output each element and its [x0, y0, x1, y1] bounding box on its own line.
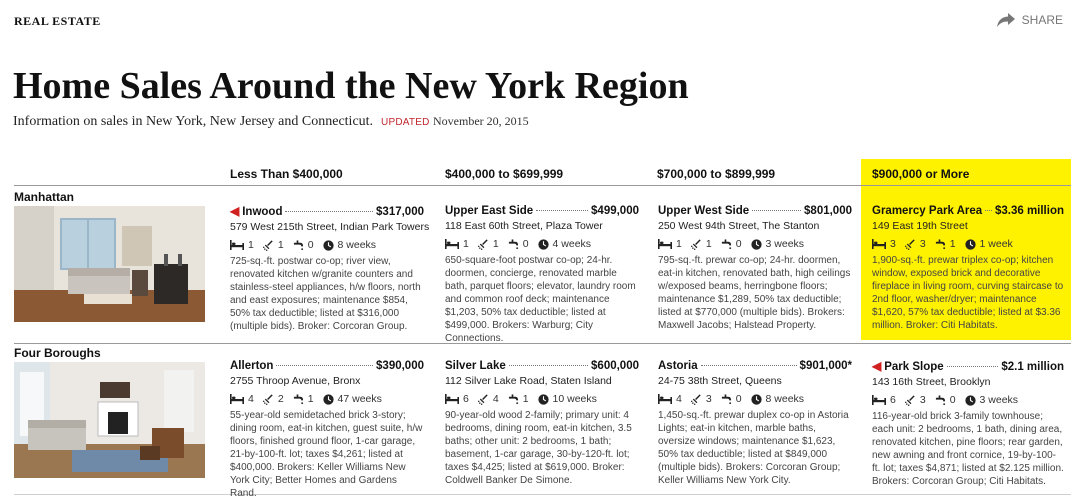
half-bath-count: 0	[522, 237, 529, 250]
listing-price: $801,000	[804, 205, 852, 217]
weeks-on-market: 3 weeks	[765, 237, 805, 250]
shower-icon	[905, 395, 916, 406]
column-header-700k-900k: $700,000 to $899,999	[657, 167, 776, 181]
arrow-left-icon: ◀	[230, 204, 240, 218]
leader-dots	[276, 365, 373, 366]
faucet-icon	[293, 394, 304, 405]
shower-icon	[263, 394, 274, 405]
listing-description: 650-square-foot postwar co-op; 24-hr. doormen, concierge, renovated marble bath, parquet floors; elevator, laundry room and common roof deck; maintenance $1,203, 50% tax deductible; listed at $499,000. Brokers: Warburg; City Connections.	[445, 255, 636, 344]
faucet-icon	[721, 239, 732, 250]
listing-address: 149 East 19th Street	[872, 220, 968, 232]
bed-icon	[230, 394, 244, 404]
faucet-icon	[508, 394, 519, 405]
listing-stats	[658, 238, 852, 250]
bedroom-count: 1	[463, 237, 469, 250]
bedroom-count: 3	[890, 237, 896, 250]
page-title: Home Sales Around the New York Region	[13, 65, 689, 107]
listing-description: 116-year-old brick 3-family townhouse; each unit: 2 bedrooms, 1 bath, dining area, renovated kitchen, pine floors; rear garden, new awning and front cornice, 19-by-100-ft. lot; taxes $4,871; listed at $2.125 million. Brokers: Corcoran Group; Citi Habitats.	[872, 411, 1064, 487]
column-header-900k-plus: $900,000 or More	[872, 167, 970, 181]
subheadline	[13, 114, 529, 130]
leader-dots	[752, 210, 801, 211]
leader-dots	[509, 365, 588, 366]
shower-icon	[691, 239, 702, 250]
region-label-manhattan: Manhattan	[14, 190, 74, 204]
faucet-icon	[293, 240, 304, 251]
weeks-on-market: 1 week	[979, 237, 1013, 250]
share-label: SHARE	[1021, 13, 1063, 27]
faucet-icon	[935, 395, 946, 406]
listing-card[interactable]	[445, 359, 639, 487]
weeks-on-market: 47 weeks	[337, 392, 382, 405]
listing-description: 55-year-old semidetached brick 3-story; dining room, eat-in kitchen, guest suite, h/w floors, finished ground floor, 1-car garage, 21-by-100-ft. lot; taxes $4,261; listed at $400,000. Brokers: Keller Williams New York City; Better Homes and Gardens Rand.	[230, 410, 423, 499]
faucet-icon	[721, 394, 732, 405]
half-bath-count: 0	[949, 393, 956, 406]
clock-icon	[965, 395, 976, 406]
bed-icon	[445, 394, 459, 404]
leader-dots	[285, 211, 373, 212]
bed-icon	[872, 395, 886, 405]
listing-name[interactable]: Upper East Side	[445, 205, 534, 217]
listing-price: $317,000	[376, 206, 424, 218]
shower-icon	[478, 239, 489, 250]
bed-icon	[872, 239, 886, 249]
bedroom-count: 4	[248, 392, 254, 405]
bath-count: 1	[277, 238, 284, 251]
listing-name[interactable]: Gramercy Park Area	[872, 205, 983, 217]
column-header-400k-700k: $400,000 to $699,999	[445, 167, 564, 181]
listing-price: $600,000	[591, 360, 639, 372]
faucet-icon	[935, 239, 946, 250]
listing-name[interactable]: Silver Lake	[445, 360, 506, 372]
listing-address: 24-75 38th Street, Queens	[658, 375, 782, 387]
listing-name[interactable]: Allerton	[230, 360, 274, 372]
listing-price: $2.1 million	[1001, 361, 1064, 373]
listing-stats	[230, 393, 424, 405]
leader-dots	[947, 366, 999, 367]
listing-name[interactable]: Park Slope	[884, 361, 944, 373]
column-header-under-400k: Less Than $400,000	[230, 167, 343, 181]
faucet-icon	[508, 239, 519, 250]
bed-icon	[658, 394, 672, 404]
listing-price: $3.36 million	[994, 205, 1064, 217]
listing-price: $390,000	[376, 360, 424, 372]
half-bath-count: 1	[522, 392, 529, 405]
bath-count: 1	[492, 237, 499, 250]
half-bath-count: 1	[307, 392, 314, 405]
listing-stats	[872, 394, 1064, 406]
listing-card[interactable]	[872, 204, 1064, 332]
listing-stats	[230, 239, 424, 251]
listing-price: $499,000	[591, 205, 639, 217]
clock-icon	[751, 394, 762, 405]
listing-address: 112 Silver Lake Road, Staten Island	[445, 375, 612, 387]
subhead-text: Information on sales in New York, New Jersey and Connecticut.	[13, 114, 374, 129]
manhattan-photo	[14, 206, 205, 322]
weeks-on-market: 8 weeks	[337, 238, 377, 251]
updated-date: November 20, 2015	[433, 114, 529, 128]
listing-address: 143 16th Street, Brooklyn	[872, 376, 991, 388]
bottom-divider	[14, 494, 1071, 495]
bed-icon	[230, 240, 244, 250]
bed-icon	[445, 239, 459, 249]
share-button[interactable]	[996, 12, 1063, 28]
header-divider	[14, 185, 1071, 186]
shower-icon	[263, 240, 274, 251]
bedroom-count: 4	[676, 392, 682, 405]
section-kicker: REAL ESTATE	[14, 14, 101, 28]
bath-count: 4	[492, 392, 499, 405]
bath-count: 3	[919, 237, 926, 250]
bath-count: 2	[277, 392, 284, 405]
listing-description: 1,450-sq.-ft. prewar duplex co-op in Astoria Lights; eat-in kitchen, marble baths, oversize windows; maintenance $1,623, 50% tax deductible; listed at $849,000 (multiple bids). Brokers: Corcoran Group; Keller Williams New York City.	[658, 410, 849, 486]
listing-card[interactable]	[445, 204, 639, 345]
listing-description: 1,900-sq.-ft. prewar triplex co-op; kitchen window, exposed brick and decorative fireplace in living room, curving staircase to 2nd floor, washer/dryer; maintenance $1,620, 57% tax deductible; listed at $3.36 million. Broker: Citi Habitats.	[872, 255, 1064, 331]
shower-icon	[905, 239, 916, 250]
leader-dots	[985, 210, 992, 211]
half-bath-count: 1	[949, 237, 956, 250]
leader-dots	[536, 210, 588, 211]
listing-card[interactable]	[658, 359, 852, 487]
leader-dots	[701, 365, 797, 366]
bath-count: 1	[705, 237, 712, 250]
listing-card[interactable]	[658, 204, 852, 332]
listing-stats	[445, 393, 639, 405]
listing-address: 118 East 60th Street, Plaza Tower	[445, 220, 603, 232]
listing-name[interactable]: Upper West Side	[658, 205, 750, 217]
half-bath-count: 0	[735, 392, 742, 405]
bedroom-count: 6	[890, 393, 896, 406]
weeks-on-market: 4 weeks	[552, 237, 592, 250]
listing-stats	[872, 238, 1064, 250]
clock-icon	[323, 394, 334, 405]
bed-icon	[658, 239, 672, 249]
clock-icon	[538, 239, 549, 250]
half-bath-count: 0	[735, 237, 742, 250]
bedroom-count: 1	[248, 238, 254, 251]
clock-icon	[965, 239, 976, 250]
bath-count: 3	[705, 392, 712, 405]
half-bath-count: 0	[307, 238, 314, 251]
listing-name[interactable]: Inwood	[242, 206, 283, 218]
weeks-on-market: 3 weeks	[979, 393, 1019, 406]
share-arrow-icon	[996, 12, 1016, 28]
listing-card[interactable]	[872, 359, 1064, 488]
listing-stats	[658, 393, 852, 405]
clock-icon	[751, 239, 762, 250]
listing-card[interactable]	[230, 204, 430, 333]
weeks-on-market: 8 weeks	[765, 392, 805, 405]
bedroom-count: 1	[676, 237, 682, 250]
listing-description: 795-sq.-ft. prewar co-op; 24-hr. doormen, eat-in kitchen, renovated bath, high ceilings w/exposed beams, herringbone floors; maintenance $1,289, 50% tax deductible; listed at $770,000 (multiple bids). Brokers: Maxwell Jacobs; Halstead Property.	[658, 255, 851, 331]
listing-address: 250 West 94th Street, The Stanton	[658, 220, 820, 232]
shower-icon	[691, 394, 702, 405]
listing-description: 725-sq.-ft. postwar co-op; river view, renovated kitchen w/granite counters and stainless-steel appliances, h/w floors, north and east exposures; maintenance $854, 50% tax deductible; listed at $316,000 (multiple bids). Broker: Corcoran Group.	[230, 256, 421, 332]
clock-icon	[323, 240, 334, 251]
listing-address: 579 West 215th Street, Indian Park Towers	[230, 221, 430, 233]
listing-card[interactable]	[230, 359, 424, 500]
listing-stats	[445, 238, 639, 250]
listing-name[interactable]: Astoria	[658, 360, 698, 372]
weeks-on-market: 10 weeks	[552, 392, 597, 405]
clock-icon	[538, 394, 549, 405]
listing-description: 90-year-old wood 2-family; primary unit: 4 bedrooms, dining room, eat-in kitchen, 3.5 baths; other unit: 2 bedrooms, 1 bath; basement, 1-car garage, 30-by-120-ft. lot; taxes $4,425; listed at $619,000. Broker: Coldwell Banker De Simone.	[445, 410, 632, 486]
four-boroughs-photo	[14, 362, 205, 478]
bedroom-count: 6	[463, 392, 469, 405]
shower-icon	[478, 394, 489, 405]
region-label-four-boroughs: Four Boroughs	[14, 346, 101, 360]
updated-label: UPDATED	[381, 117, 430, 128]
listing-address: 2755 Throop Avenue, Bronx	[230, 375, 361, 387]
bath-count: 3	[919, 393, 926, 406]
listing-price: $901,000*	[799, 360, 852, 372]
arrow-left-icon: ◀	[872, 359, 882, 373]
